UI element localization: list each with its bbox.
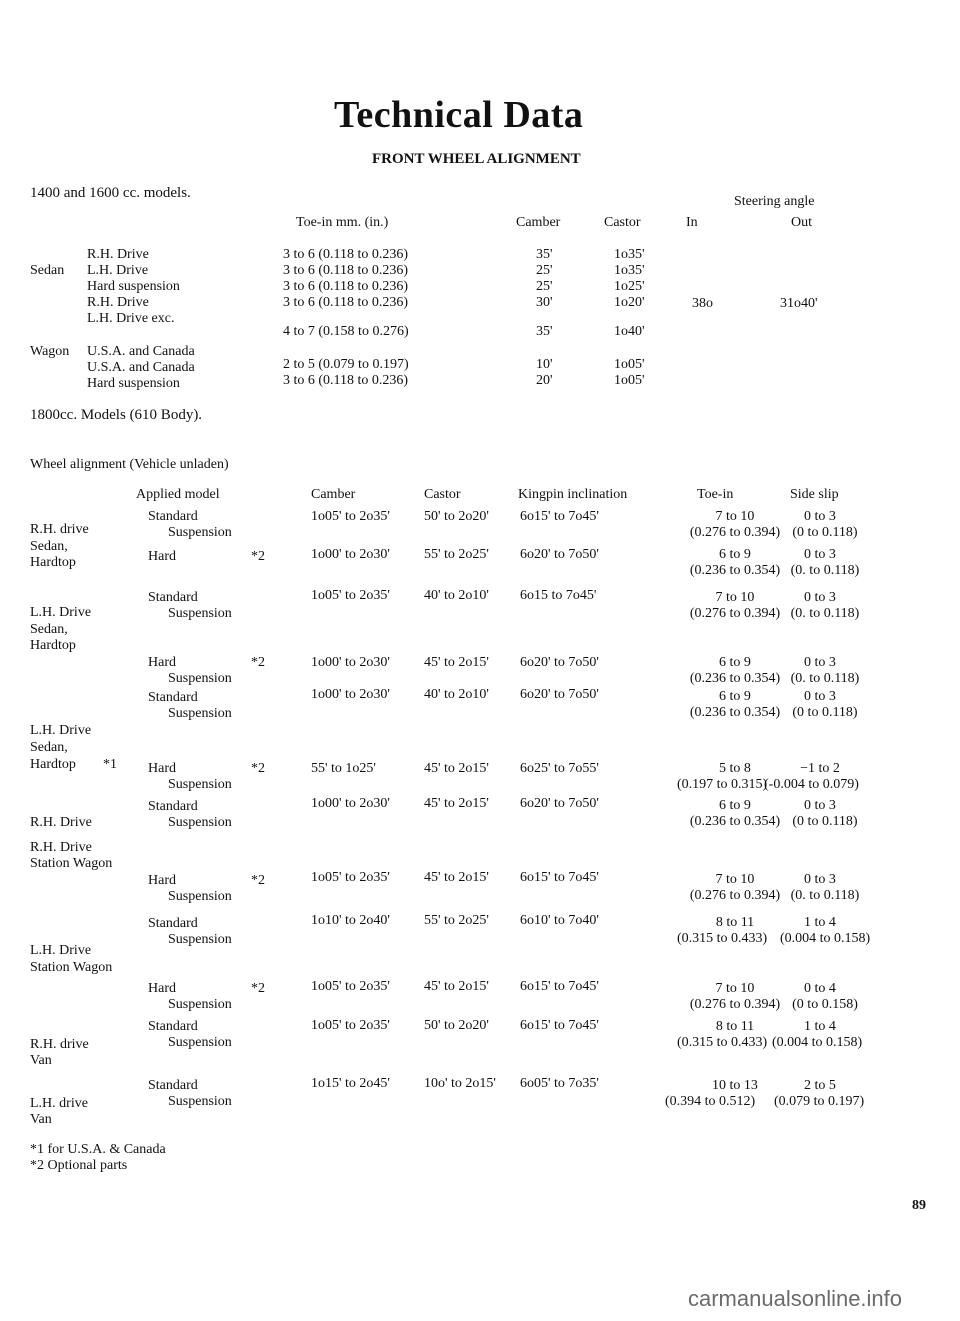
castor-range: 50' to 2o20' bbox=[424, 509, 489, 524]
castor-value: 1o35' bbox=[614, 247, 645, 262]
kingpin-range: 6o20' to 7o50' bbox=[520, 796, 599, 811]
side-slip-range-in: (0 to 0.118) bbox=[792, 705, 858, 720]
toe-in-range-in: (0.394 to 0.512) bbox=[665, 1094, 756, 1109]
side-slip-range: 0 to 3 bbox=[804, 798, 836, 813]
side-slip-range: 0 to 3 bbox=[804, 590, 836, 605]
castor-value: 1o40' bbox=[614, 324, 645, 339]
applied-model: Hard bbox=[148, 655, 176, 670]
applied-model: Hard bbox=[148, 761, 176, 776]
side-slip-range-in: (0 to 0.118) bbox=[792, 814, 858, 829]
side-slip-range-in: (0. to 0.118) bbox=[790, 563, 860, 578]
section-subtitle: FRONT WHEEL ALIGNMENT bbox=[372, 151, 581, 167]
side-slip-range: 0 to 4 bbox=[804, 981, 836, 996]
vehicle-group: Van bbox=[30, 1053, 52, 1068]
applied-model: Hard bbox=[148, 873, 176, 888]
toe-in-range: 6 to 9 bbox=[719, 689, 751, 704]
optional-marker: *2 bbox=[251, 761, 265, 776]
vehicle-group: Hardtop bbox=[30, 757, 76, 772]
page-title: Technical Data bbox=[334, 94, 584, 136]
vehicle-group: Hardtop bbox=[30, 638, 76, 653]
camber-range: 1o05' to 2o35' bbox=[311, 588, 390, 603]
kingpin-range: 6o15 to 7o45' bbox=[520, 588, 597, 603]
toe-in-value: 3 to 6 (0.118 to 0.236) bbox=[283, 247, 409, 262]
applied-model: Standard bbox=[148, 590, 198, 605]
toe-in-range: 8 to 11 bbox=[715, 1019, 755, 1034]
vehicle-group: L.H. Drive bbox=[30, 605, 92, 620]
watermark-text bbox=[688, 1288, 902, 1310]
castor-range: 50' to 2o20' bbox=[424, 1018, 489, 1033]
castor-range: 45' to 2o15' bbox=[424, 761, 489, 776]
side-slip-range: 0 to 3 bbox=[804, 689, 836, 704]
group-sedan: Sedan bbox=[30, 263, 65, 278]
side-slip-range: 0 to 3 bbox=[804, 547, 836, 562]
applied-model-sub: Suspension bbox=[168, 606, 232, 621]
header-steering-out: Out bbox=[791, 215, 812, 230]
toe-in-range: 5 to 8 bbox=[719, 761, 751, 776]
vehicle-group: L.H. Drive bbox=[30, 723, 92, 738]
applied-model-sub: Suspension bbox=[168, 525, 232, 540]
side-slip-range-in: (0. to 0.118) bbox=[790, 888, 860, 903]
side-slip-range-in: (0. to 0.118) bbox=[790, 606, 860, 621]
castor-value: 1o25' bbox=[614, 279, 645, 294]
vehicle-group: Hardtop bbox=[30, 555, 76, 570]
side-slip-range: −1 to 2 bbox=[800, 761, 840, 776]
steering-out-value: 31o40' bbox=[780, 296, 818, 311]
applied-model-sub: Suspension bbox=[168, 1094, 232, 1109]
camber-value: 25' bbox=[536, 263, 553, 278]
camber-range: 1o00' to 2o30' bbox=[311, 547, 390, 562]
optional-marker: *2 bbox=[251, 981, 265, 996]
camber-value: 20' bbox=[536, 373, 553, 388]
camber-range: 1o00' to 2o30' bbox=[311, 796, 390, 811]
side-slip-range-in: (0 to 0.118) bbox=[792, 525, 858, 540]
applied-model: Standard bbox=[148, 1019, 198, 1034]
side-slip-range-in: (-0.004 to 0.079) bbox=[764, 777, 859, 792]
applied-model: Standard bbox=[148, 916, 198, 931]
side-slip-range: 1 to 4 bbox=[804, 1019, 836, 1034]
camber-range: 1o00' to 2o30' bbox=[311, 687, 390, 702]
row-label: R.H. Drive bbox=[87, 247, 149, 262]
side-slip-range: 0 to 3 bbox=[804, 872, 836, 887]
camber-range: 1o15' to 2o45' bbox=[311, 1076, 390, 1091]
side-slip-range-in: (0.004 to 0.158) bbox=[780, 931, 871, 946]
header-steering-in: In bbox=[686, 215, 698, 230]
applied-model-sub: Suspension bbox=[168, 997, 232, 1012]
watermark-label: carmanualsonline.info bbox=[688, 1286, 903, 1311]
footnote: *2 Optional parts bbox=[30, 1158, 128, 1173]
castor-range: 10o' to 2o15' bbox=[424, 1076, 496, 1091]
applied-model: Standard bbox=[148, 1078, 198, 1093]
header-kingpin: Kingpin inclination bbox=[518, 487, 628, 502]
vehicle-group: Station Wagon bbox=[30, 960, 113, 975]
castor-range: 55' to 2o25' bbox=[424, 913, 489, 928]
applied-model: Hard bbox=[148, 981, 176, 996]
vehicle-group: R.H. drive bbox=[30, 522, 89, 537]
toe-in-range: 6 to 9 bbox=[719, 655, 751, 670]
castor-range: 45' to 2o15' bbox=[424, 796, 489, 811]
toe-in-range-in: (0.236 to 0.354) bbox=[689, 705, 781, 720]
toe-in-range: 6 to 9 bbox=[719, 547, 751, 562]
header-castor: Castor bbox=[604, 215, 641, 230]
castor-value: 1o35' bbox=[614, 263, 645, 278]
side-slip-range-in: (0.079 to 0.197) bbox=[774, 1094, 865, 1109]
side-slip-range: 0 to 3 bbox=[804, 655, 836, 670]
toe-in-range-in: (0.315 to 0.433) bbox=[677, 931, 768, 946]
applied-model-sub: Suspension bbox=[168, 815, 232, 830]
toe-in-value: 3 to 6 (0.118 to 0.236) bbox=[283, 263, 409, 278]
page-number: 89 bbox=[912, 1198, 926, 1213]
steering-in-value: 38o bbox=[692, 296, 713, 311]
vehicle-group: Sedan, bbox=[30, 740, 68, 755]
side-slip-range-in: (0. to 0.118) bbox=[790, 671, 860, 686]
camber-value: 30' bbox=[536, 295, 553, 310]
toe-in-range: 10 to 13 bbox=[712, 1078, 758, 1093]
toe-in-range: 7 to 10 bbox=[715, 981, 755, 996]
optional-marker: *2 bbox=[251, 655, 265, 670]
camber-range: 1o10' to 2o40' bbox=[311, 913, 390, 928]
castor-range: 55' to 2o25' bbox=[424, 547, 489, 562]
toe-in-range-in: (0.236 to 0.354) bbox=[689, 814, 781, 829]
header-steering-angle: Steering angle bbox=[734, 194, 815, 209]
vehicle-group: Sedan, bbox=[30, 622, 68, 637]
toe-in-range: 6 to 9 bbox=[719, 798, 751, 813]
header-camber: Camber bbox=[516, 215, 561, 230]
row-label: L.H. Drive bbox=[87, 263, 149, 278]
applied-model: Standard bbox=[148, 509, 198, 524]
camber-range: 55' to 1o25' bbox=[311, 761, 376, 776]
toe-in-range: 7 to 10 bbox=[715, 872, 755, 887]
castor-value: 1o05' bbox=[614, 373, 645, 388]
vehicle-group: Station Wagon bbox=[30, 856, 113, 871]
kingpin-range: 6o05' to 7o35' bbox=[520, 1076, 599, 1091]
camber-range: 1o05' to 2o35' bbox=[311, 979, 390, 994]
row-label: U.S.A. and Canada bbox=[87, 344, 195, 359]
toe-in-range: 7 to 10 bbox=[715, 590, 755, 605]
wheel-alignment-title: Wheel alignment (Vehicle unladen) bbox=[30, 457, 229, 472]
footnote-marker: *1 bbox=[103, 757, 117, 772]
vehicle-group: R.H. Drive bbox=[30, 815, 92, 830]
kingpin-range: 6o10' to 7o40' bbox=[520, 913, 599, 928]
toe-in-value: 4 to 7 (0.158 to 0.276) bbox=[283, 324, 409, 339]
kingpin-range: 6o15' to 7o45' bbox=[520, 1018, 599, 1033]
models-1800-label: 1800cc. Models (610 Body). bbox=[30, 407, 203, 423]
kingpin-range: 6o15' to 7o45' bbox=[520, 979, 599, 994]
side-slip-range: 0 to 3 bbox=[804, 509, 836, 524]
group-wagon: Wagon bbox=[30, 344, 70, 359]
kingpin-range: 6o20' to 7o50' bbox=[520, 687, 599, 702]
castor-value: 1o20' bbox=[614, 295, 645, 310]
row-label: Hard suspension bbox=[87, 279, 180, 294]
applied-model: Standard bbox=[148, 690, 198, 705]
models-label: 1400 and 1600 cc. models. bbox=[30, 185, 191, 201]
toe-in-value: 2 to 5 (0.079 to 0.197) bbox=[283, 357, 409, 372]
header-side-slip: Side slip bbox=[790, 487, 839, 502]
toe-in-range-in: (0.197 to 0.315) bbox=[677, 777, 768, 792]
castor-range: 45' to 2o15' bbox=[424, 870, 489, 885]
row-label: Hard suspension bbox=[87, 376, 180, 391]
row-label: R.H. Drive bbox=[87, 295, 149, 310]
header-castor-2: Castor bbox=[424, 487, 461, 502]
camber-range: 1o00' to 2o30' bbox=[311, 655, 390, 670]
toe-in-value: 3 to 6 (0.118 to 0.236) bbox=[283, 279, 409, 294]
toe-in-range-in: (0.276 to 0.394) bbox=[689, 888, 781, 903]
castor-range: 45' to 2o15' bbox=[424, 655, 489, 670]
castor-range: 40' to 2o10' bbox=[424, 588, 489, 603]
vehicle-group: R.H. drive bbox=[30, 1037, 89, 1052]
toe-in-range-in: (0.315 to 0.433) bbox=[677, 1035, 768, 1050]
kingpin-range: 6o25' to 7o55' bbox=[520, 761, 599, 776]
vehicle-group: Sedan, bbox=[30, 539, 68, 554]
optional-marker: *2 bbox=[251, 873, 265, 888]
vehicle-group: L.H. Drive bbox=[30, 943, 92, 958]
side-slip-range-in: (0 to 0.158) bbox=[792, 997, 858, 1012]
camber-value: 25' bbox=[536, 279, 553, 294]
applied-model-sub: Suspension bbox=[168, 932, 232, 947]
header-applied-model: Applied model bbox=[136, 487, 220, 502]
camber-value: 35' bbox=[536, 247, 553, 262]
applied-model-sub: Suspension bbox=[168, 706, 232, 721]
row-label: U.S.A. and Canada bbox=[87, 360, 195, 375]
toe-in-range: 8 to 11 bbox=[715, 915, 755, 930]
footnote: *1 for U.S.A. & Canada bbox=[30, 1142, 166, 1157]
side-slip-range: 1 to 4 bbox=[804, 915, 836, 930]
optional-marker: *2 bbox=[251, 549, 265, 564]
row-label: L.H. Drive exc. bbox=[87, 311, 175, 326]
camber-value: 10' bbox=[536, 357, 553, 372]
kingpin-range: 6o15' to 7o45' bbox=[520, 870, 599, 885]
toe-in-range-in: (0.276 to 0.394) bbox=[689, 525, 781, 540]
castor-value: 1o05' bbox=[614, 357, 645, 372]
side-slip-range: 2 to 5 bbox=[804, 1078, 836, 1093]
applied-model-sub: Suspension bbox=[168, 889, 232, 904]
kingpin-range: 6o15' to 7o45' bbox=[520, 509, 599, 524]
kingpin-range: 6o20' to 7o50' bbox=[520, 547, 599, 562]
applied-model-sub: Suspension bbox=[168, 777, 232, 792]
applied-model: Hard bbox=[148, 549, 176, 564]
toe-in-range-in: (0.236 to 0.354) bbox=[689, 671, 781, 686]
toe-in-range: 7 to 10 bbox=[715, 509, 755, 524]
applied-model-sub: Suspension bbox=[168, 671, 232, 686]
castor-range: 40' to 2o10' bbox=[424, 687, 489, 702]
toe-in-value: 3 to 6 (0.118 to 0.236) bbox=[283, 373, 409, 388]
camber-value: 35' bbox=[536, 324, 553, 339]
kingpin-range: 6o20' to 7o50' bbox=[520, 655, 599, 670]
camber-range: 1o05' to 2o35' bbox=[311, 509, 390, 524]
toe-in-value: 3 to 6 (0.118 to 0.236) bbox=[283, 295, 409, 310]
header-toe-in: Toe-in mm. (in.) bbox=[296, 215, 389, 230]
toe-in-range-in: (0.276 to 0.394) bbox=[689, 606, 781, 621]
vehicle-group: L.H. drive bbox=[30, 1096, 88, 1111]
applied-model-sub: Suspension bbox=[168, 1035, 232, 1050]
castor-range: 45' to 2o15' bbox=[424, 979, 489, 994]
camber-range: 1o05' to 2o35' bbox=[311, 1018, 390, 1033]
side-slip-range-in: (0.004 to 0.158) bbox=[772, 1035, 863, 1050]
toe-in-range-in: (0.236 to 0.354) bbox=[689, 563, 781, 578]
camber-range: 1o05' to 2o35' bbox=[311, 870, 390, 885]
vehicle-group: R.H. Drive bbox=[30, 840, 92, 855]
header-camber-2: Camber bbox=[311, 487, 356, 502]
toe-in-range-in: (0.276 to 0.394) bbox=[689, 997, 781, 1012]
applied-model: Standard bbox=[148, 799, 198, 814]
header-toe-in-2: Toe-in bbox=[697, 487, 734, 502]
vehicle-group: Van bbox=[30, 1112, 52, 1127]
